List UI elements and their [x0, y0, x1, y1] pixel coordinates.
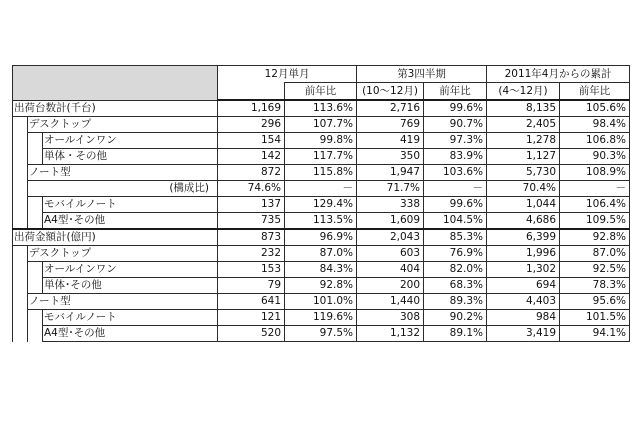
table-row: [13, 278, 630, 294]
cell-monthly-units: 232: [218, 246, 285, 262]
cell-cumulative-yoy: 95.6%: [560, 294, 630, 310]
indent-cell: [28, 262, 43, 278]
cell-cumulative-units: 2,405: [487, 117, 560, 133]
cell-quarter-units: 2,043: [357, 229, 424, 246]
cell-quarter-units: 1,947: [357, 165, 424, 181]
cell-cumulative-yoy: 92.5%: [560, 262, 630, 278]
cell-monthly-yoy: 92.8%: [285, 278, 357, 294]
cell-cumulative-units: 8,135: [487, 100, 560, 117]
table-row: [13, 149, 630, 165]
cell-monthly-yoy: 107.7%: [285, 117, 357, 133]
row-label: デスクトップ: [28, 117, 218, 133]
indent-cell: [13, 310, 28, 326]
indent-cell: [28, 278, 43, 294]
cell-monthly-units: 137: [218, 197, 285, 213]
row-label: モバイルノート: [43, 310, 218, 326]
cell-monthly-yoy: 113.6%: [285, 100, 357, 117]
header-monthly-yoy: 前年比: [285, 83, 357, 101]
cell-cumulative-yoy: 101.5%: [560, 310, 630, 326]
cell-cumulative-yoy: 92.8%: [560, 229, 630, 246]
cell-monthly-yoy: 101.0%: [285, 294, 357, 310]
indent-cell: [13, 213, 28, 230]
cell-cumulative-units: 6,399: [487, 229, 560, 246]
cell-cumulative-yoy: 98.4%: [560, 117, 630, 133]
cell-cumulative-yoy: 109.5%: [560, 213, 630, 230]
row-label: オールインワン: [43, 262, 218, 278]
cell-quarter-units: 200: [357, 278, 424, 294]
indent-cell: [13, 326, 28, 342]
cell-cumulative-yoy: 94.1%: [560, 326, 630, 342]
cell-monthly-units: 121: [218, 310, 285, 326]
cell-cumulative-units: 1,996: [487, 246, 560, 262]
cell-monthly-units: 520: [218, 326, 285, 342]
table-row: [13, 246, 630, 262]
indent-cell: [13, 278, 28, 294]
cell-quarter-units: 404: [357, 262, 424, 278]
cell-quarter-yoy: 83.9%: [424, 149, 487, 165]
cell-monthly-units: 1,169: [218, 100, 285, 117]
cell-quarter-yoy: 99.6%: [424, 197, 487, 213]
indent-cell: [13, 133, 28, 149]
indent-cell: [28, 149, 43, 165]
cell-quarter-units: 2,716: [357, 100, 424, 117]
header-quarter: 第3四半期: [357, 66, 487, 83]
cell-cumulative-yoy: －: [560, 181, 630, 197]
cell-quarter-yoy: 85.3%: [424, 229, 487, 246]
row-label: デスクトップ: [28, 246, 218, 262]
cell-cumulative-yoy: 90.3%: [560, 149, 630, 165]
cell-monthly-yoy: 119.6%: [285, 310, 357, 326]
cell-monthly-units: 735: [218, 213, 285, 230]
cell-cumulative-yoy: 106.4%: [560, 197, 630, 213]
cell-quarter-units: 350: [357, 149, 424, 165]
shipment-table: [12, 65, 630, 342]
cell-cumulative-units: 694: [487, 278, 560, 294]
header-quarter-yoy: 前年比: [424, 83, 487, 101]
table-row: [13, 262, 630, 278]
cell-quarter-yoy: 76.9%: [424, 246, 487, 262]
cell-cumulative-yoy: 108.9%: [560, 165, 630, 181]
cell-quarter-yoy: 90.7%: [424, 117, 487, 133]
cell-quarter-yoy: 104.5%: [424, 213, 487, 230]
table-row: [13, 229, 630, 246]
cell-quarter-yoy: 89.1%: [424, 326, 487, 342]
cell-cumulative-units: 1,044: [487, 197, 560, 213]
cell-cumulative-units: 4,403: [487, 294, 560, 310]
cell-cumulative-yoy: 78.3%: [560, 278, 630, 294]
indent-cell: [28, 310, 43, 326]
cell-quarter-units: 1,609: [357, 213, 424, 230]
cell-monthly-yoy: 113.5%: [285, 213, 357, 230]
table-row: [13, 181, 630, 197]
header-cumulative-yoy: 前年比: [560, 83, 630, 101]
row-label: 出荷金額計(億円): [13, 229, 218, 246]
cell-quarter-yoy: 68.3%: [424, 278, 487, 294]
cell-monthly-yoy: 99.8%: [285, 133, 357, 149]
table-row: [13, 294, 630, 310]
table-row: [13, 133, 630, 149]
cell-cumulative-units: 70.4%: [487, 181, 560, 197]
cell-quarter-units: 419: [357, 133, 424, 149]
cell-monthly-yoy: 97.5%: [285, 326, 357, 342]
indent-cell: [13, 246, 28, 262]
table-row: [13, 117, 630, 133]
indent-cell: [13, 197, 28, 213]
header-monthly: 12月単月: [218, 66, 357, 83]
cell-monthly-yoy: 129.4%: [285, 197, 357, 213]
header-row-1: [13, 66, 630, 83]
cell-cumulative-yoy: 106.8%: [560, 133, 630, 149]
cell-quarter-yoy: 89.3%: [424, 294, 487, 310]
indent-cell: [13, 165, 28, 181]
row-label: A4型･その他: [43, 213, 218, 230]
cell-quarter-yoy: －: [424, 181, 487, 197]
header-cumulative: 2011年4月からの累計: [487, 66, 630, 83]
cell-cumulative-units: 4,686: [487, 213, 560, 230]
cell-quarter-units: 308: [357, 310, 424, 326]
cell-cumulative-units: 984: [487, 310, 560, 326]
row-label: 単体･その他: [43, 278, 218, 294]
cell-monthly-units: 153: [218, 262, 285, 278]
cell-quarter-units: 71.7%: [357, 181, 424, 197]
header-monthly-blank: [218, 83, 285, 101]
indent-cell: [28, 326, 43, 342]
cell-monthly-yoy: －: [285, 181, 357, 197]
row-label: 単体・その他: [43, 149, 218, 165]
cell-monthly-yoy: 115.8%: [285, 165, 357, 181]
header-corner: [13, 66, 218, 101]
cell-monthly-units: 873: [218, 229, 285, 246]
cell-quarter-yoy: 103.6%: [424, 165, 487, 181]
row-label: ノート型: [28, 294, 218, 310]
table-row: [13, 310, 630, 326]
header-cumulative-sub: (4～12月): [487, 83, 560, 101]
indent-cell: [28, 213, 43, 230]
row-label: (構成比): [28, 181, 218, 197]
indent-cell: [13, 262, 28, 278]
cell-quarter-units: 338: [357, 197, 424, 213]
cell-cumulative-units: 5,730: [487, 165, 560, 181]
cell-quarter-yoy: 97.3%: [424, 133, 487, 149]
cell-quarter-units: 1,440: [357, 294, 424, 310]
header-quarter-sub: (10～12月): [357, 83, 424, 101]
indent-cell: [13, 181, 28, 197]
cell-monthly-yoy: 87.0%: [285, 246, 357, 262]
table-row: [13, 165, 630, 181]
cell-monthly-yoy: 96.9%: [285, 229, 357, 246]
indent-cell: [28, 133, 43, 149]
cell-quarter-yoy: 99.6%: [424, 100, 487, 117]
table-row: [13, 213, 630, 230]
cell-monthly-units: 154: [218, 133, 285, 149]
row-label: 出荷台数計(千台): [13, 100, 218, 117]
indent-cell: [28, 197, 43, 213]
indent-cell: [13, 294, 28, 310]
cell-cumulative-units: 1,302: [487, 262, 560, 278]
row-label: A4型･その他: [43, 326, 218, 342]
cell-monthly-units: 296: [218, 117, 285, 133]
cell-monthly-units: 641: [218, 294, 285, 310]
cell-cumulative-units: 1,278: [487, 133, 560, 149]
cell-quarter-yoy: 90.2%: [424, 310, 487, 326]
cell-cumulative-yoy: 105.6%: [560, 100, 630, 117]
table-row: [13, 326, 630, 342]
cell-cumulative-yoy: 87.0%: [560, 246, 630, 262]
table-row: [13, 100, 630, 117]
indent-cell: [13, 117, 28, 133]
cell-monthly-yoy: 117.7%: [285, 149, 357, 165]
row-label: モバイルノート: [43, 197, 218, 213]
row-label: オールインワン: [43, 133, 218, 149]
cell-monthly-units: 872: [218, 165, 285, 181]
indent-cell: [13, 149, 28, 165]
cell-monthly-units: 142: [218, 149, 285, 165]
cell-quarter-units: 769: [357, 117, 424, 133]
cell-cumulative-units: 3,419: [487, 326, 560, 342]
cell-quarter-yoy: 82.0%: [424, 262, 487, 278]
row-label: ノート型: [28, 165, 218, 181]
cell-monthly-units: 79: [218, 278, 285, 294]
cell-monthly-units: 74.6%: [218, 181, 285, 197]
table-row: [13, 197, 630, 213]
cell-cumulative-units: 1,127: [487, 149, 560, 165]
cell-quarter-units: 603: [357, 246, 424, 262]
cell-monthly-yoy: 84.3%: [285, 262, 357, 278]
cell-quarter-units: 1,132: [357, 326, 424, 342]
